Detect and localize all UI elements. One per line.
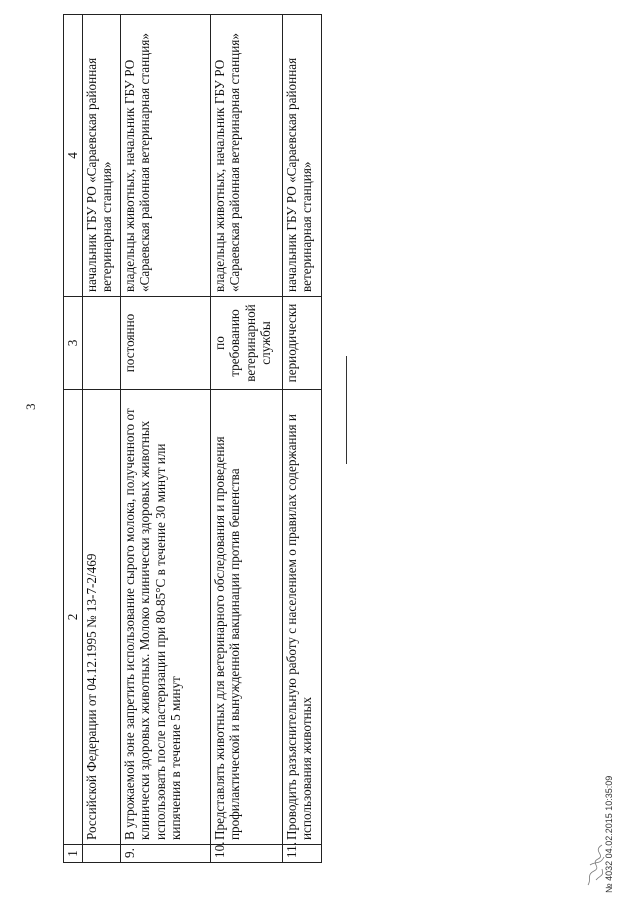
signature-line	[346, 356, 347, 464]
row-term: по требованию ветеринарной службы	[210, 297, 282, 390]
row-number: 10.	[210, 845, 282, 863]
table-row	[82, 15, 120, 863]
row-number	[82, 845, 120, 863]
row-responsible: начальник ГБУ РО «Сараевская районная ветеринарная станция»	[282, 15, 321, 297]
row-responsible: владельцы животных, начальник ГБУ РО «Сараевская районная ветеринарная станция»	[120, 15, 210, 297]
row-responsible: владельцы животных, начальник ГБУ РО «Сараевская районная ветеринарная станция»	[210, 15, 282, 297]
page-number: 3	[23, 403, 38, 410]
table-header-row	[64, 15, 83, 863]
row-term: постоянно	[120, 297, 210, 390]
row-number: 9.	[120, 845, 210, 863]
measures-table	[63, 14, 322, 863]
row-measure: Российской Федерации от 04.12.1995 № 13-7-2/469	[82, 390, 120, 845]
row-number: 11.	[282, 845, 321, 863]
header-cell: 3	[64, 297, 83, 390]
row-term: периодически	[282, 297, 321, 390]
registration-stamp: № 4032 04.02.2015 10:35:09	[604, 775, 614, 893]
table-row	[120, 15, 210, 863]
table-row	[282, 15, 321, 863]
header-cell: 4	[64, 15, 83, 297]
header-cell: 1	[64, 845, 83, 863]
row-measure: Представлять животных для ветеринарного обследования и проведения профилактической и вынужденной вакцинации против бешенства	[210, 390, 282, 845]
rotated-table-container	[63, 15, 316, 863]
row-responsible: начальник ГБУ РО «Сараевская районная ветеринарная станция»	[82, 15, 120, 297]
table-row	[210, 15, 282, 863]
header-cell: 2	[64, 390, 83, 845]
row-measure: Проводить разъяснительную работу с населением о правилах содержания и использования животных	[282, 390, 321, 845]
row-term	[82, 297, 120, 390]
row-measure: В угрожаемой зоне запретить использование сырого молока, полученного от клинически здоровых животных. Молоко клинически здоровых животных использовать после пастеризации при 80-85°С в течение 30 минут или кипячения в течение 5 минут	[120, 390, 210, 845]
